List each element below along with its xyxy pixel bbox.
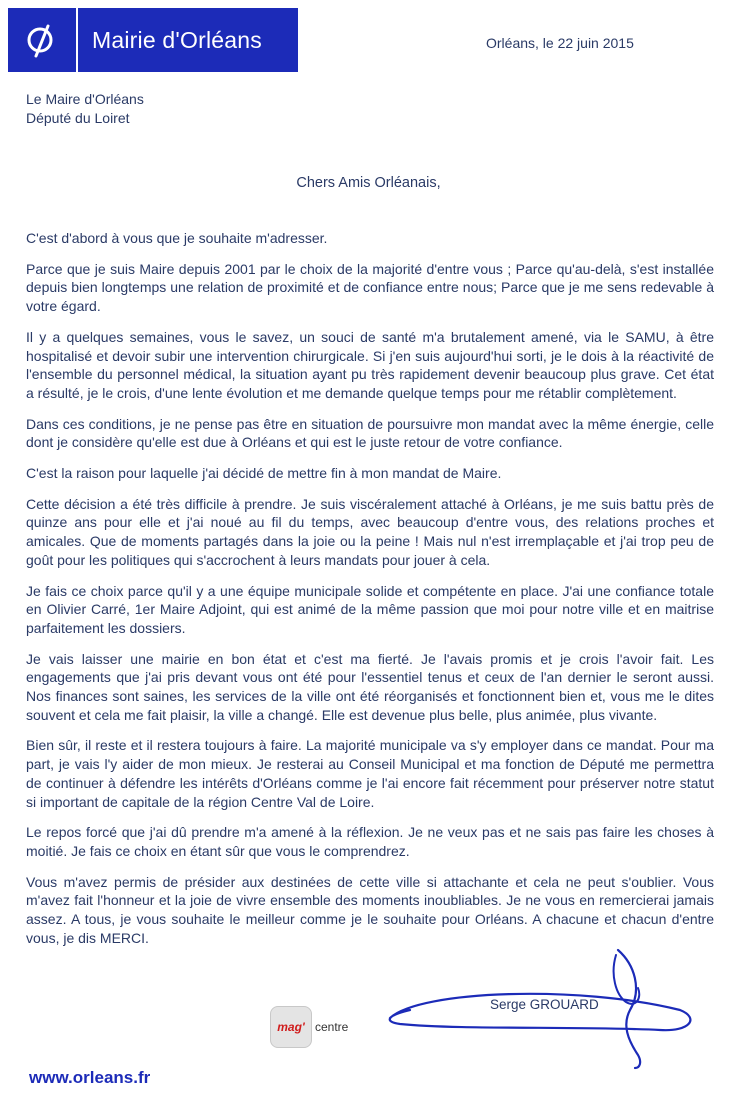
magcentre-watermark <box>270 1006 348 1048</box>
website-link[interactable]: www.orleans.fr <box>29 1068 151 1087</box>
orleans-emblem-icon <box>8 8 78 72</box>
sender-block <box>26 90 144 128</box>
paragraph-3: Il y a quelques semaines, vous le savez, un souci de santé m'a brutalement amené, via le SAMU, à être hospitalisé et devoir subir une intervention chirurgicale. Si j'en suis aujourd'hui sorti, je le dois à la réactivité de l'ensemble du personnel médical, la situation ayant pu très rapidement devenir beaucoup plus grave. Cet état a résulté, je le crois, d'une lente évolution et me demande quelque temps pour me rétablir complètement. <box>26 328 714 401</box>
signature-name: Serge GROUARD <box>490 997 599 1012</box>
paragraph-5: C'est la raison pour laquelle j'ai décidé de mettre fin à mon mandat de Maire. <box>26 465 502 482</box>
paragraph-2: Parce que je suis Maire depuis 2001 par le choix de la majorité d'entre vous ; Parce qu'au-delà, s'est installée depuis bien longtemps une relation de proximité et de confiance entre nous; Parce que je me sens redevable à votre égard. <box>26 260 714 315</box>
salutation: Chers Amis Orléanais, <box>296 175 441 191</box>
paragraph-1: C'est d'abord à vous que je souhaite m'adresser. <box>26 230 328 246</box>
magcentre-badge: mag' <box>270 1006 312 1048</box>
paragraph-8: Je vais laisser une mairie en bon état et c'est ma fierté. Je l'avais promis et je crois l'avoir fait. Les engagements que j'ai pris devant vous ont été pour l'essentiel tenus et ceux de l'an dernier le seront aussi. Nos finances sont saines, les services de la ville ont été réorganisés et fonctionnent bien et, vous me le dites souvent et cela me fait plaisir, la ville a changé. Elle est devenue plus belle, plus animée, plus vivante. <box>26 650 714 723</box>
letter-date: Orléans, le 22 juin 2015 <box>486 35 634 51</box>
sender-title: Le Maire d'Orléans <box>26 91 144 107</box>
mairie-logo <box>8 8 298 72</box>
paragraph-6: Cette décision a été très difficile à prendre. Je suis viscéralement attaché à Orléans, je me suis battu près de quinze ans pour elle et j'ai noué au fil du temps, avec beaucoup d'entre vous, des relations proches et amicales. Que de moments partagés dans la joie ou la peine ! Mais nul n'est irremplaçable et j'ai trop peu de goût pour les politiques qui s'accrochent à leurs mandats pour jouer à cela. <box>26 495 714 568</box>
letter-body <box>26 229 714 960</box>
paragraph-9: Bien sûr, il reste et il restera toujours à faire. La majorité municipale va s'y employer dans ce mandat. Pour ma part, je vais l'y aider de mon mieux. Je resterai au Conseil Municipal et ma fonction de Député me permettra de continuer à défendre les intérêts d'Orléans comme je l'ai encore fait récemment pour préserver notre statut si important de capitale de la région Centre Val de Loire. <box>26 737 714 810</box>
magcentre-label: centre <box>315 1020 349 1034</box>
paragraph-10: Le repos forcé que j'ai dû prendre m'a amené à la réflexion. Je ne veux pas et ne sais pas faire les choses à moitié. Je fais ce choix en étant sûr que vous le comprendrez. <box>26 824 714 859</box>
paragraph-7: Je fais ce choix parce qu'il y a une équipe municipale solide et compétente en place. J'ai une confiance totale en Olivier Carré, 1er Maire Adjoint, qui est animé de la même passion que moi pour notre ville et en maitrise parfaitement les dossiers. <box>26 582 714 636</box>
logo-text: Mairie d'Orléans <box>92 26 262 53</box>
paragraph-4: Dans ces conditions, je ne pense pas être en situation de poursuivre mon mandat avec la même énergie, celle dont je considère qu'elle est due à Orléans et qui est le juste retour de votre confiance. <box>26 415 714 451</box>
sender-subtitle: Député du Loiret <box>26 110 130 126</box>
paragraph-11: Vous m'avez permis de présider aux destinées de cette ville si attachante et cela ne peut s'oublier. Vous m'avez fait l'honneur et la joie de vivre ensemble des moments inoubliables. Je ne vous en remercierai jamais assez. A tous, je vous souhaite le meilleur comme je le souhaite pour Orléans. A chacune et chacun d'entre vous, je dis MERCI. <box>26 873 714 946</box>
